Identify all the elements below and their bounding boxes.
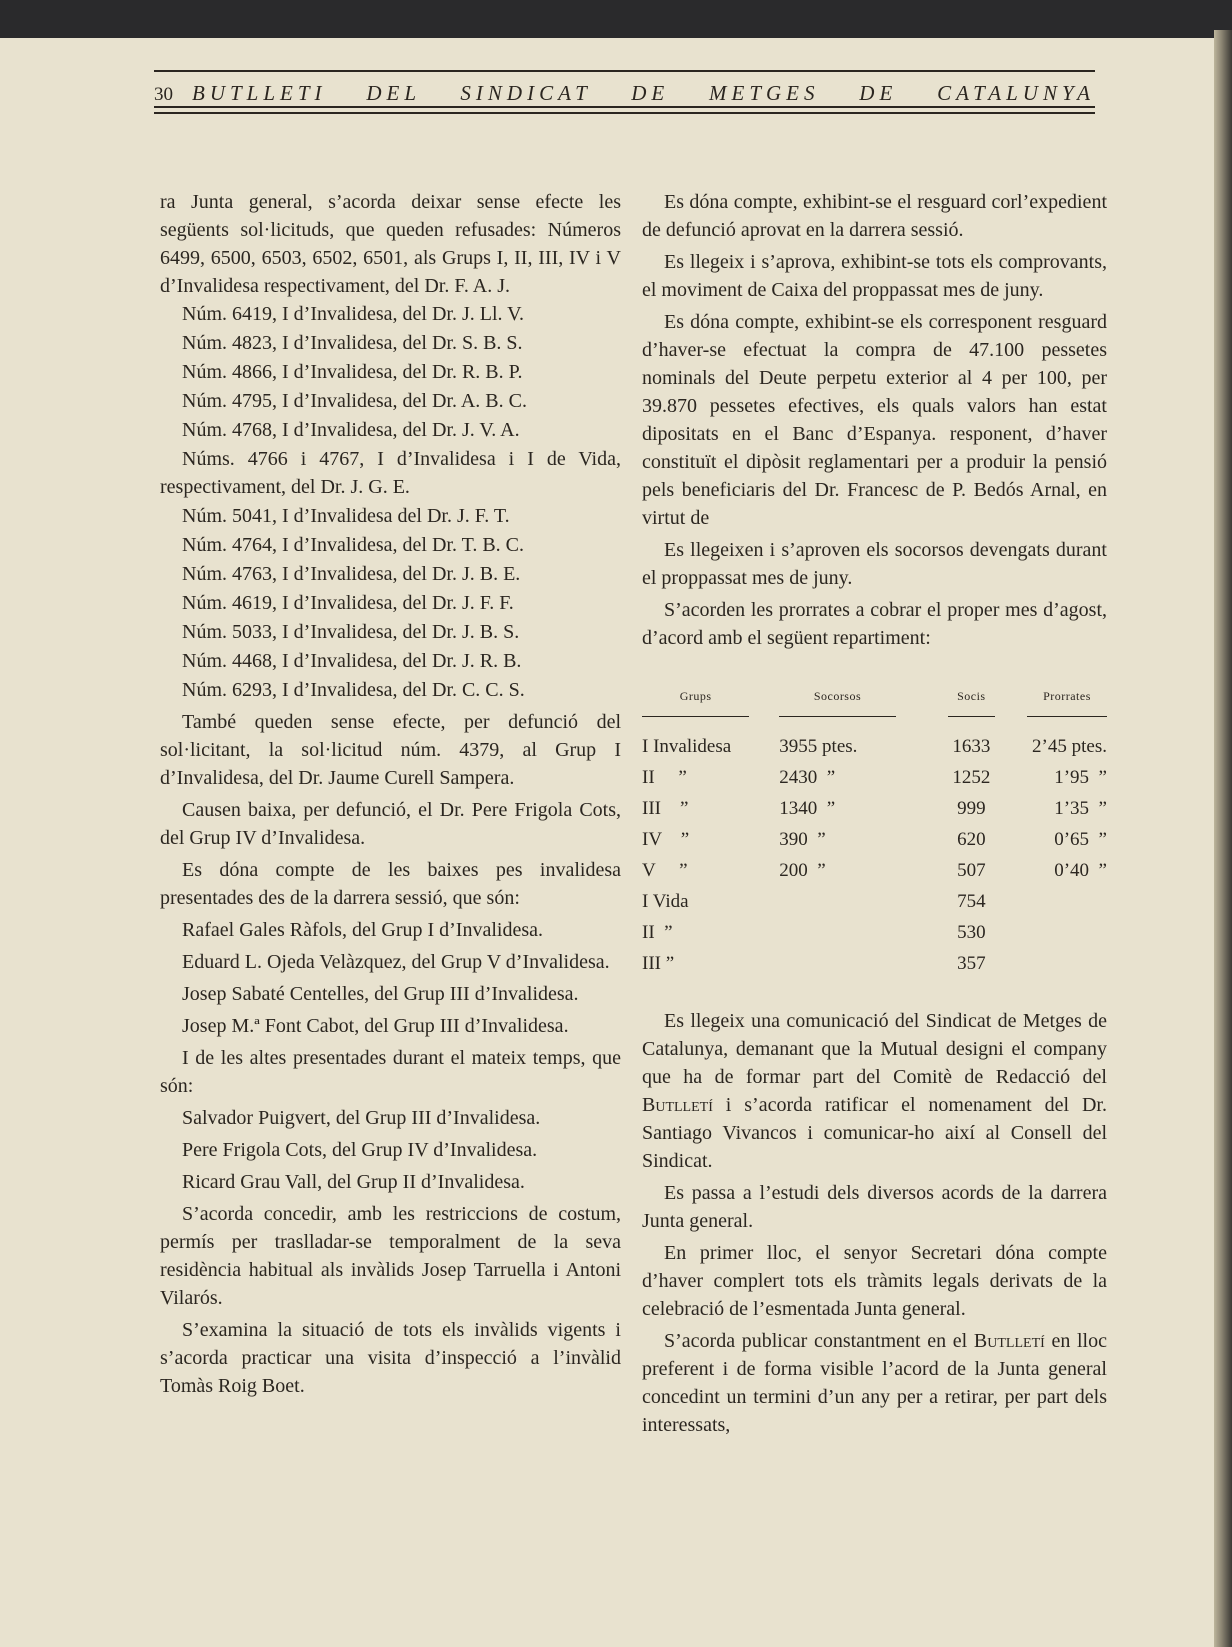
paragraph: També queden sense efecte, per defunció del sol·licitant, la sol·licitud núm. 4379, al Grup I d’Invalidesa, del Dr. Jaume Curell Sampera. (160, 711, 621, 789)
paragraph: Es dóna compte, exhibint-se els corresponent resguard d’haver-se efectuat la compra de 47.100 pessetes nominals del Deute perpetu exterior al 4 per 100, per 39.870 pessetes efectives, els quals valors han estat dipositats en el Banc d’Espanya. responent, d’haver constituït el dipòsit reglamentari per a produir la pensió pels beneficiaris del Dr. Francesc de P. Bedós Arnal, en virtut de (642, 311, 1107, 529)
table-cell: 620 (957, 829, 986, 850)
paragraph: Es dóna compte, exhibint-se el resguard corl’expedient de defunció aprovat en la darrera sessió. (642, 191, 1107, 241)
list-item: Núm. 5041, I d’Invalidesa del Dr. J. F. T. (182, 505, 510, 527)
list-item: Núm. 4768, I d’Invalidesa, del Dr. J. V. A. (182, 419, 520, 441)
paragraph: Josep M.ª Font Cabot, del Grup III d’Invalidesa. (182, 1015, 569, 1037)
table-cell (779, 948, 895, 979)
table-cell: V ” (642, 860, 688, 881)
paragraph (642, 1239, 1107, 1323)
table-cell: 1’35 ” (1054, 798, 1107, 819)
table-cell: 507 (957, 860, 986, 881)
header-socorsos: Socorsos (779, 682, 895, 717)
table-row (642, 793, 1107, 824)
paragraph-text: Es passa a l’estudi dels diversos acords de la darrera Junta general. (642, 1182, 1107, 1232)
header-prorrates: Prorrates (1027, 682, 1107, 717)
table-cell: II ” (642, 922, 673, 943)
page-edge (1214, 30, 1232, 1647)
table-cell: 200 ” (779, 860, 826, 881)
paragraph: Eduard L. Ojeda Velàzquez, del Grup V d’Invalidesa. (182, 951, 610, 973)
paragraph-text: Es llegeix una comunicació del Sindicat de Metges de Catalunya, demanant que la Mutual designi el company que ha de formar part del Comitè de Redacció del (642, 1010, 1107, 1088)
journal-name: Butlletí (642, 1094, 713, 1116)
list-item: Núm. 4468, I d’Invalidesa, del Dr. J. R. B. (182, 650, 522, 672)
paragraph: Es dóna compte de les baixes pes invalidesa presentades des de la darrera sessió, que són: (160, 859, 621, 909)
table-cell: 1633 (952, 736, 991, 757)
table-cell: 390 ” (779, 829, 826, 850)
list-item: Núm. 4866, I d’Invalidesa, del Dr. R. B. P. (182, 361, 523, 383)
list-item: Núm. 6293, I d’Invalidesa, del Dr. C. C. S. (182, 679, 525, 701)
paragraph: S’acorda concedir, amb les restriccions de costum, permís per traslladar-se temporalment de la seva residència habitual als invàlids Josep Tarruella i Antoni Vilarós. (160, 1203, 621, 1309)
paragraph (642, 1179, 1107, 1235)
paragraph: I de les altes presentades durant el mateix temps, que són: (160, 1047, 621, 1097)
prorrates-table (642, 682, 1107, 979)
paragraph (642, 1007, 1107, 1175)
table-cell: III ” (642, 953, 675, 974)
table-cell: 754 (957, 891, 986, 912)
table-cell: IV ” (642, 829, 690, 850)
left-column (160, 188, 621, 1400)
table-cell: III ” (642, 798, 689, 819)
table-cell (779, 886, 895, 917)
paragraph: Es llegeix i s’aprova, exhibint-se tots els comprovants, el moviment de Caixa del proppassat mes de juny. (642, 251, 1107, 301)
table-row (642, 886, 1107, 917)
running-header (154, 70, 1095, 114)
table-cell: 3955 ptes. (779, 736, 858, 757)
paragraph-text: En primer lloc, el senyor Secretari dóna compte d’haver complert tots els tràmits legals derivats de la celebració de l’esmentada Junta general. (642, 1242, 1107, 1320)
table-cell (1027, 886, 1107, 917)
paragraph-text: i s’acorda ratificar el nomenament del Dr. Santiago Vivancos i comunicar-ho així al Consell del Sindicat. (642, 1094, 1107, 1172)
table-cell: 999 (957, 798, 986, 819)
table-row (642, 948, 1107, 979)
paragraph: Rafael Gales Ràfols, del Grup I d’Invalidesa. (182, 919, 543, 941)
list-item: Núm. 4795, I d’Invalidesa, del Dr. A. B. C. (182, 390, 527, 412)
list-item: Núm. 4619, I d’Invalidesa, del Dr. J. F. F. (182, 592, 514, 614)
table-row (642, 855, 1107, 886)
paragraph: Salvador Puigvert, del Grup III d’Invalidesa. (182, 1107, 541, 1129)
paragraph: ra Junta general, s’acorda deixar sense efecte les següents sol·licituds, que queden refusades: Números 6499, 6500, 6503, 6502, 6501, als Grups I, II, III, IV i V d’Invalidesa respectivament, del Dr. F. A. J. (160, 191, 621, 297)
header-socis: Socis (948, 682, 995, 717)
table-cell: 530 (957, 922, 986, 943)
journal-title: BUTLLETI DEL SINDICAT DE METGES DE CATALUNYA (192, 81, 1095, 105)
header-rule-bottom (154, 112, 1095, 114)
paragraph: Ricard Grau Vall, del Grup II d’Invalidesa. (182, 1171, 525, 1193)
paragraph (642, 1327, 1107, 1439)
journal-name: Butlletí (973, 1330, 1045, 1352)
list-item: Núms. 4766 i 4767, I d’Invalidesa i I de Vida, respectivament, del Dr. J. G. E. (160, 448, 621, 498)
table-cell (1027, 917, 1107, 948)
paragraph: Es llegeixen i s’aproven els socorsos devengats durant el proppassat mes de juny. (642, 539, 1107, 589)
table-cell: 1340 ” (779, 798, 836, 819)
table-cell (779, 917, 895, 948)
header-grups: Grups (642, 682, 749, 717)
table-cell: 0’40 ” (1054, 860, 1107, 881)
table-cell: 1252 (952, 767, 991, 788)
table-header (642, 682, 1107, 717)
paragraph: Pere Frigola Cots, del Grup IV d’Invalidesa. (182, 1139, 538, 1161)
table-cell: 2’45 ptes. (1032, 736, 1107, 757)
table-cell: 2430 ” (779, 767, 836, 788)
table-cell: II ” (642, 767, 687, 788)
paragraph-text: S’acorda publicar constantment en el (664, 1330, 974, 1352)
list-item: Núm. 6419, I d’Invalidesa, del Dr. J. Ll. V. (182, 303, 525, 325)
table-row (642, 824, 1107, 855)
paragraph: S’examina la situació de tots els invàlids vigents i s’acorda practicar una visita d’inspecció a l’invàlid Tomàs Roig Boet. (160, 1319, 621, 1397)
page-number: 30 (154, 84, 173, 105)
list-item: Núm. 4823, I d’Invalidesa, del Dr. S. B. S. (182, 332, 523, 354)
paragraph-text: en lloc preferent i de forma visible l’acord de la Junta general concedint un termini d’un any per a retirar, per part dels interessats, (642, 1330, 1107, 1436)
table-cell: 0’65 ” (1054, 829, 1107, 850)
list-item: Núm. 5033, I d’Invalidesa, del Dr. J. B. S. (182, 621, 520, 643)
table-row (642, 762, 1107, 793)
table-cell (1027, 948, 1107, 979)
list-item: Núm. 4764, I d’Invalidesa, del Dr. T. B. C. (182, 534, 524, 556)
paragraph: S’acorden les prorrates a cobrar el proper mes d’agost, d’acord amb el següent repartiment: (642, 599, 1107, 649)
paragraph: Josep Sabaté Centelles, del Grup III d’Invalidesa. (182, 983, 579, 1005)
right-column (642, 188, 1107, 1439)
list-item: Núm. 4763, I d’Invalidesa, del Dr. J. B. E. (182, 563, 521, 585)
table-cell: 1’95 ” (1054, 767, 1107, 788)
table-cell: I Invalidesa (642, 736, 732, 757)
table-cell: I Vida (642, 891, 689, 912)
table-row (642, 731, 1107, 762)
table-row (642, 917, 1107, 948)
paragraph: Causen baixa, per defunció, el Dr. Pere Frigola Cots, del Grup IV d’Invalidesa. (160, 799, 621, 849)
table-cell: 357 (957, 953, 986, 974)
